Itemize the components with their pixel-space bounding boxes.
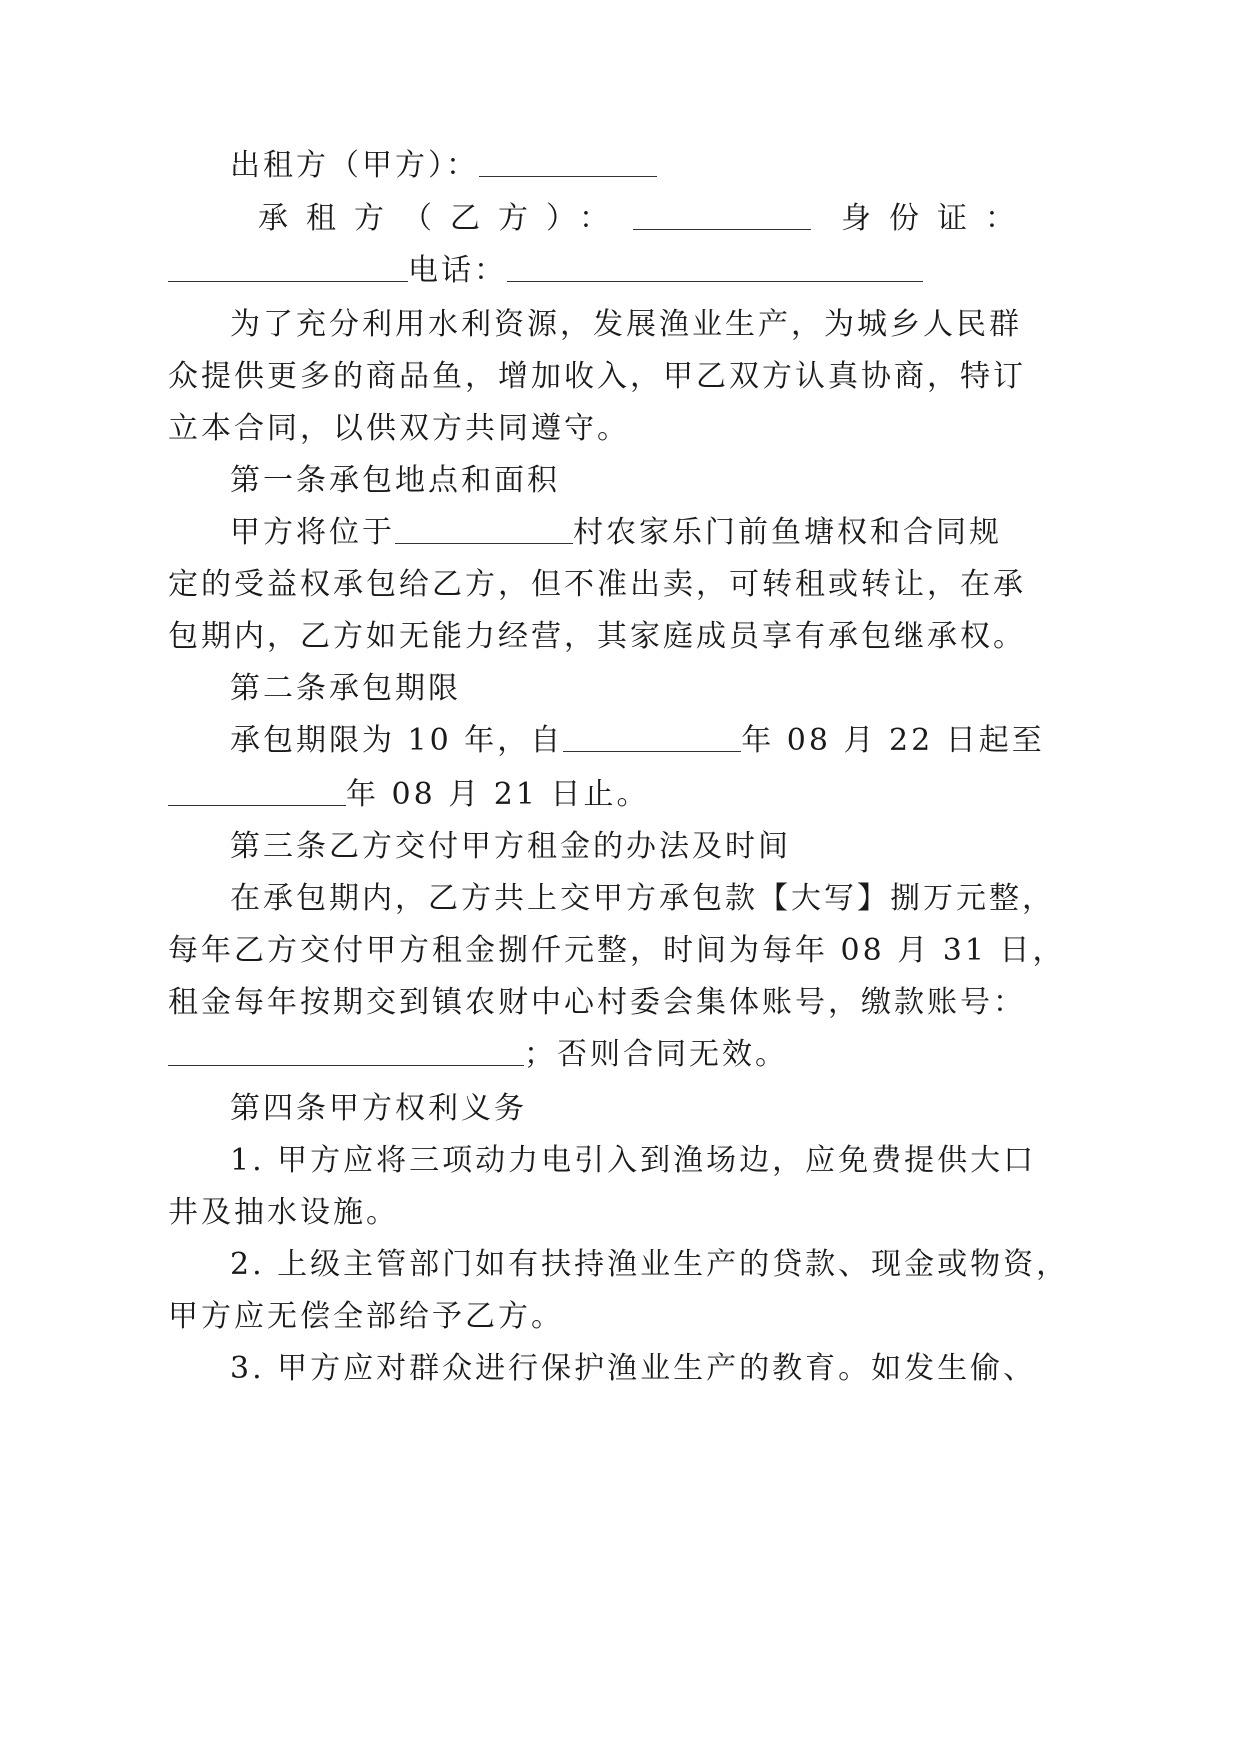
text-segment: 年 08 月 21 日止。 xyxy=(346,777,650,812)
id-card-label: 身份证： xyxy=(841,201,1033,236)
paragraph-line: 众提供更多的商品鱼，增加收入，甲乙双方认真协商，特订 xyxy=(168,359,1026,394)
text-segment: 年 08 月 22 日起至 xyxy=(741,723,1045,758)
paragraph-line: 3. 甲方应对群众进行保护渔业生产的教育。如发生偷、 xyxy=(230,1351,1037,1386)
phone-line xyxy=(168,242,923,300)
id-card-blank xyxy=(168,245,408,282)
text-segment: ；否则合同无效。 xyxy=(524,1037,788,1072)
phone-label: 电话： xyxy=(408,253,507,288)
paragraph-line: 1. 甲方应将三项动力电引入到渔场边，应免费提供大口 xyxy=(230,1143,1037,1178)
article-1-heading: 第一条承包地点和面积 xyxy=(230,463,560,498)
start-year-blank xyxy=(563,715,741,752)
lessee-blank xyxy=(633,193,811,230)
phone-blank xyxy=(507,245,923,282)
paragraph-line: 租金每年按期交到镇农财中心村委会集体账号，缴款账号： xyxy=(168,985,1026,1020)
text-segment: 承包期限为 10 年，自 xyxy=(230,723,564,758)
paragraph-line: 甲方应无偿全部给予乙方。 xyxy=(168,1299,564,1334)
paragraph-line: 2. 上级主管部门如有扶持渔业生产的贷款、现金或物资， xyxy=(230,1247,1070,1282)
paragraph-line xyxy=(168,766,650,824)
article-2-heading: 第二条承包期限 xyxy=(230,671,461,706)
paragraph-line xyxy=(230,504,1002,562)
article-3-heading: 第三条乙方交付甲方租金的办法及时间 xyxy=(230,829,791,864)
paragraph-line xyxy=(168,1026,788,1084)
lessor-line xyxy=(230,137,657,195)
paragraph-line: 在承包期内，乙方共上交甲方承包款【大写】捌万元整， xyxy=(230,881,1055,916)
paragraph-line xyxy=(230,712,1045,770)
paragraph-line: 包期内，乙方如无能力经营，其家庭成员享有承包继承权。 xyxy=(168,619,1026,654)
text-segment: 村农家乐门前鱼塘权和合同规 xyxy=(573,515,1002,550)
paragraph-line: 每年乙方交付甲方租金捌仟元整，时间为每年 08 月 31 日， xyxy=(168,933,1066,968)
lessor-blank xyxy=(479,140,657,177)
lessor-label: 出租方（甲方）： xyxy=(230,148,479,183)
article-4-heading: 第四条甲方权利义务 xyxy=(230,1091,527,1126)
village-blank xyxy=(395,507,573,544)
text-segment: 甲方将位于 xyxy=(230,515,395,550)
paragraph-line: 立本合同，以供双方共同遵守。 xyxy=(168,411,630,446)
account-blank xyxy=(168,1029,524,1066)
end-year-blank xyxy=(168,769,346,806)
paragraph-line: 定的受益权承包给乙方，但不准出卖，可转租或转让，在承 xyxy=(168,567,1026,602)
lessee-label: 承租方（乙方）： xyxy=(258,201,627,236)
lessee-line xyxy=(258,190,1033,248)
paragraph-line: 井及抽水设施。 xyxy=(168,1195,399,1230)
paragraph-line: 为了充分利用水利资源，发展渔业生产，为城乡人民群 xyxy=(230,307,1022,342)
